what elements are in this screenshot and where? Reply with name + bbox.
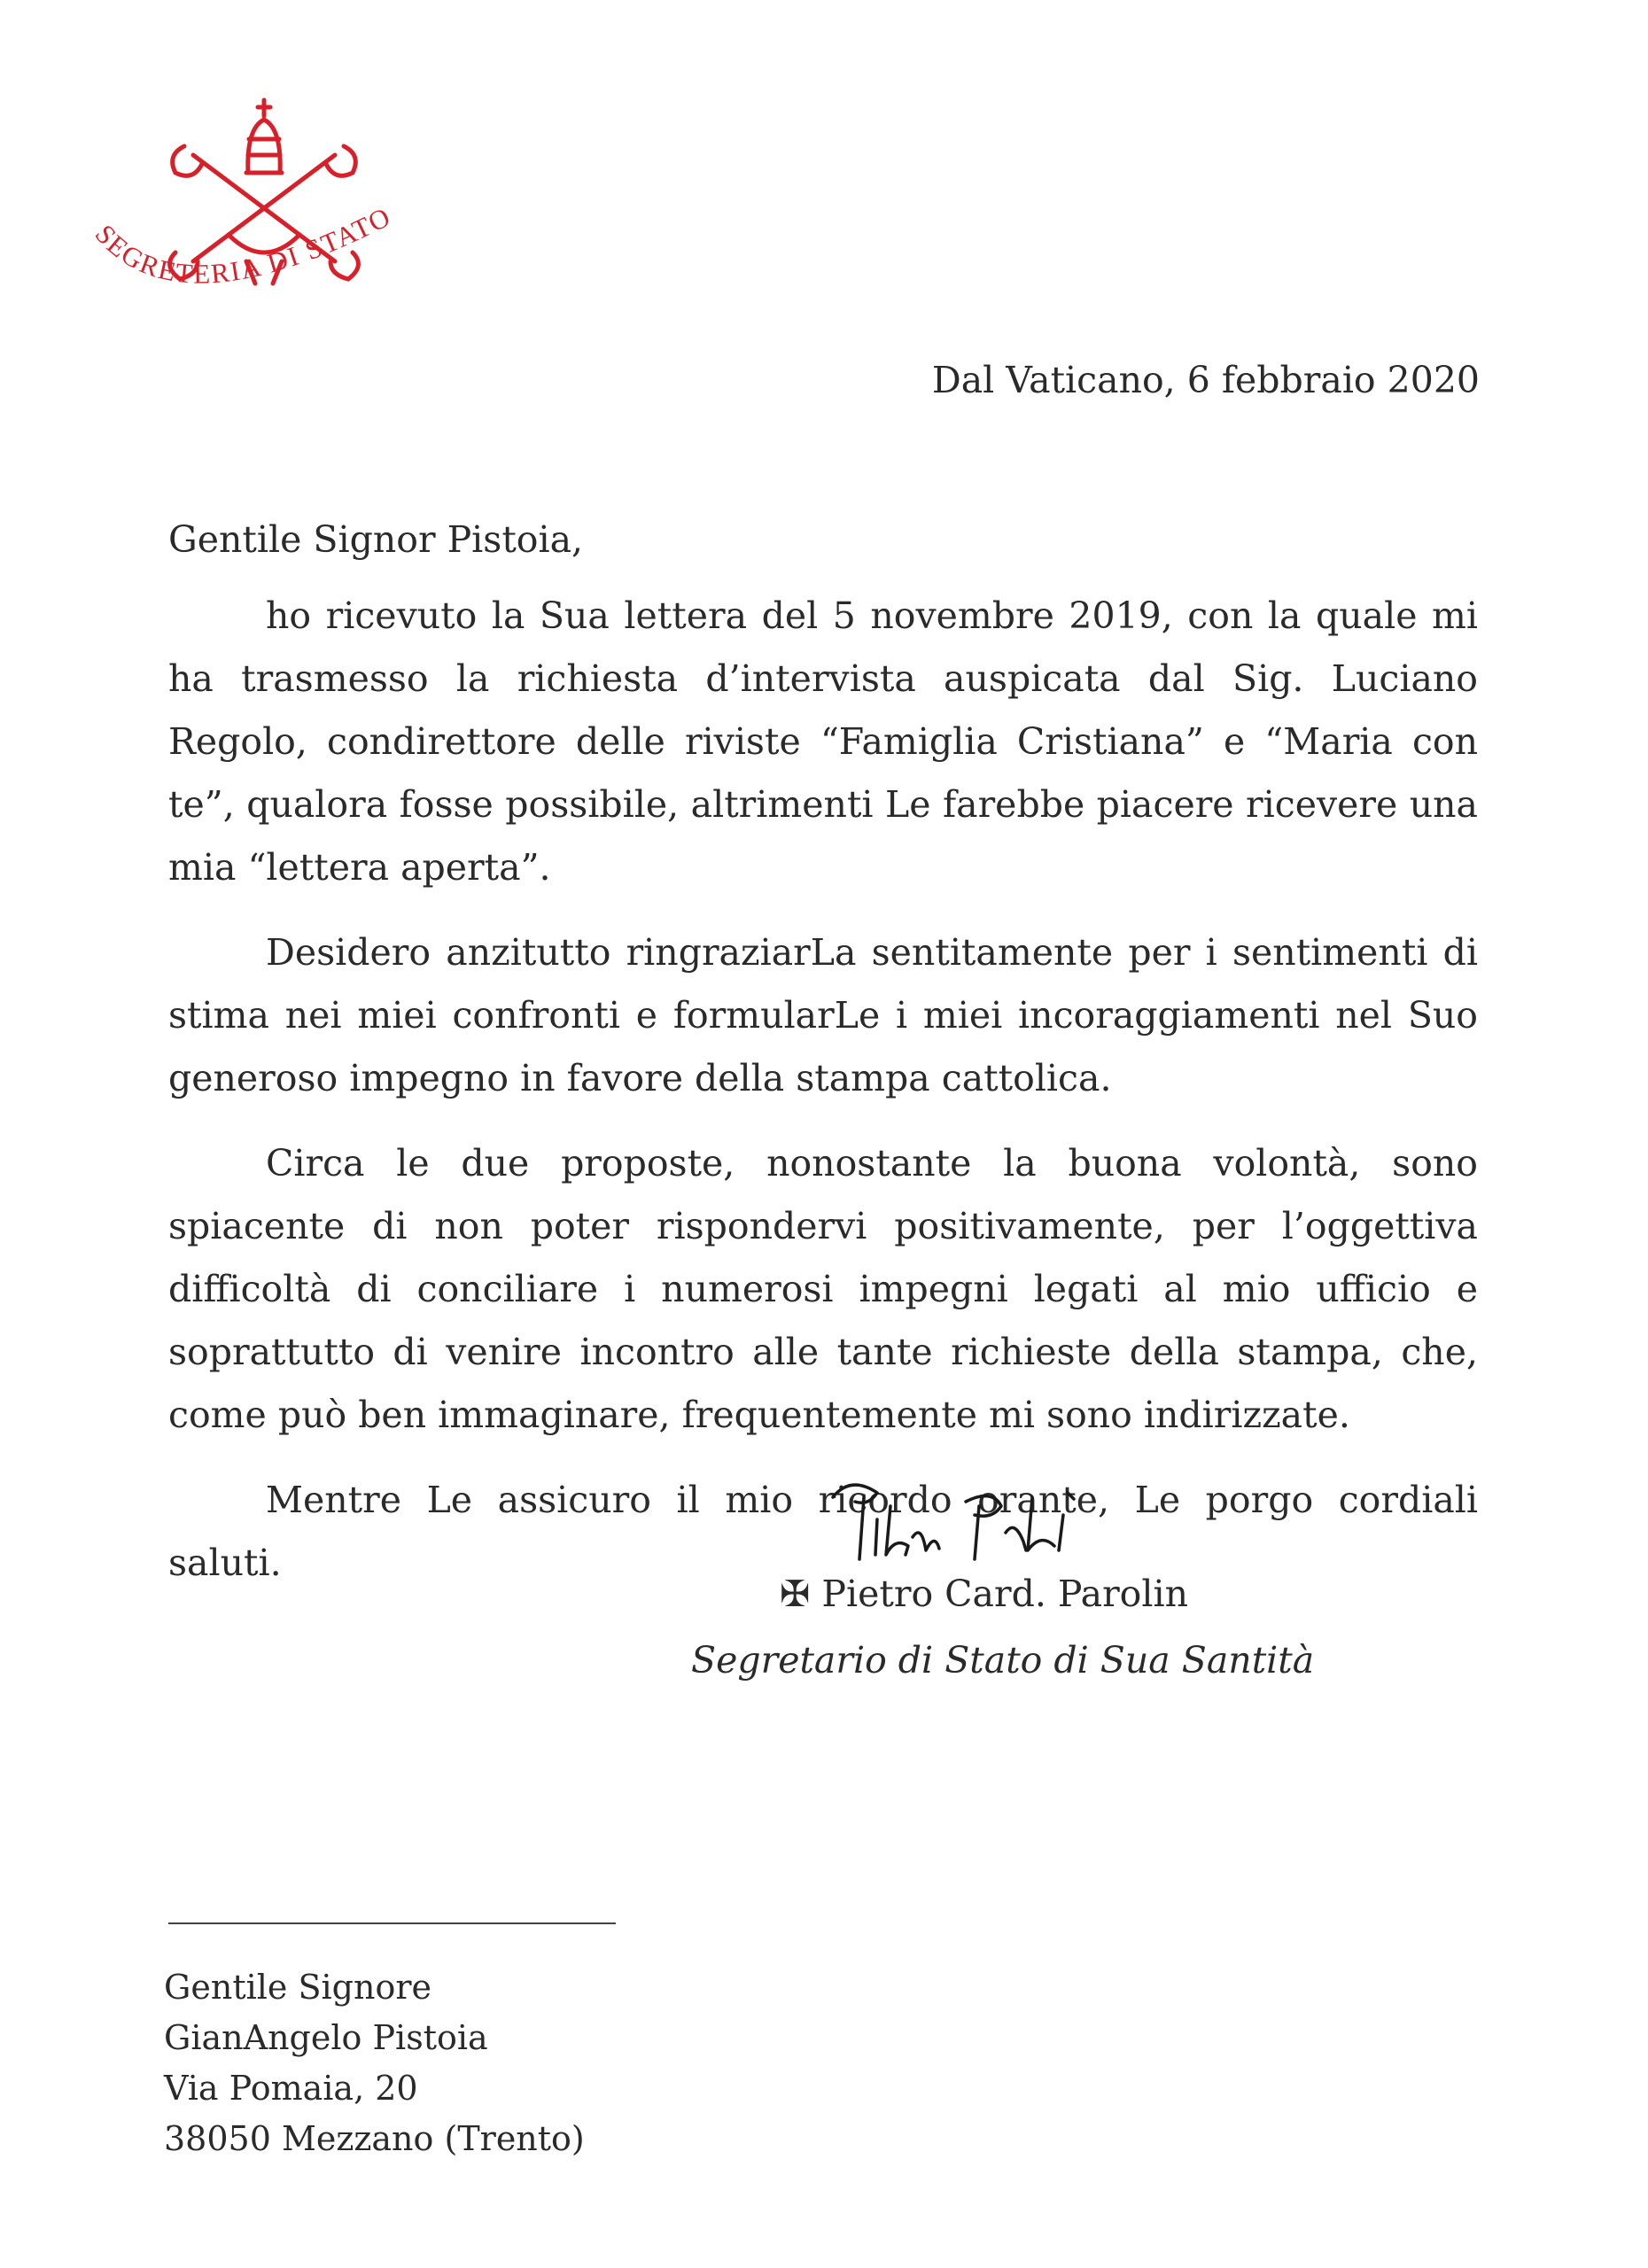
address-line: 38050 Mezzano (Trento) bbox=[164, 2119, 585, 2158]
address-line: Gentile Signore bbox=[164, 1968, 431, 2007]
handwritten-signature bbox=[824, 1471, 1125, 1568]
signer-name: Pietro Card. Parolin bbox=[821, 1573, 1188, 1615]
address-line: GianAngelo Pistoia bbox=[164, 2018, 488, 2057]
paragraph-3: Circa le due proposte, nonostante la buona volontà, sono spiacente di non poter rispondervi positivamente, per l’oggettiva difficoltà di conciliare i numerosi impegni legati al mio ufficio e soprattutto di venire incontro alle tante richieste della stampa, che, come può ben immaginare, frequentemente mi sono indirizzate. bbox=[168, 1142, 1478, 1436]
signer-name-line bbox=[780, 1573, 1188, 1615]
signer-title: Segretario di Stato di Sua Santità bbox=[691, 1639, 1315, 1682]
letter-date: Dal Vaticano, 6 febbraio 2020 bbox=[931, 359, 1480, 401]
address-line: Via Pomaia, 20 bbox=[164, 2069, 418, 2108]
svg-text:SEGRETERIA DI STATO bbox=[89, 200, 397, 290]
cross-icon: ✠ bbox=[780, 1573, 811, 1615]
divider-line bbox=[168, 1922, 616, 1924]
letterhead-arc-text bbox=[78, 84, 468, 350]
paragraph-1: ho ricevuto la Sua lettera del 5 novembre 2019, con la quale mi ha trasmesso la richiesta d’intervista auspicata dal Sig. Luciano Regolo, condirettore delle riviste “Famiglia Cristiana” e “Maria con te”, qualora fosse possibile, altrimenti Le farebbe piacere ricevere una mia “lettera aperta”. bbox=[168, 594, 1478, 889]
paragraph-2: Desidero anzitutto ringraziarLa sentitamente per i sentimenti di stima nei miei confronti e formularLe i miei incoraggiamenti nel Suo generoso impegno in favore della stampa cattolica. bbox=[168, 931, 1478, 1099]
letterhead-seal bbox=[78, 84, 468, 350]
recipient-address bbox=[164, 1962, 585, 2164]
letterhead-text: SEGRETERIA DI STATO bbox=[89, 200, 397, 290]
paragraph-4: Mentre Le assicuro il mio ricordo orante, Le porgo cordiali saluti. bbox=[168, 1479, 1478, 1584]
letter-body bbox=[168, 585, 1478, 1617]
salutation: Gentile Signor Pistoia, bbox=[168, 518, 584, 561]
